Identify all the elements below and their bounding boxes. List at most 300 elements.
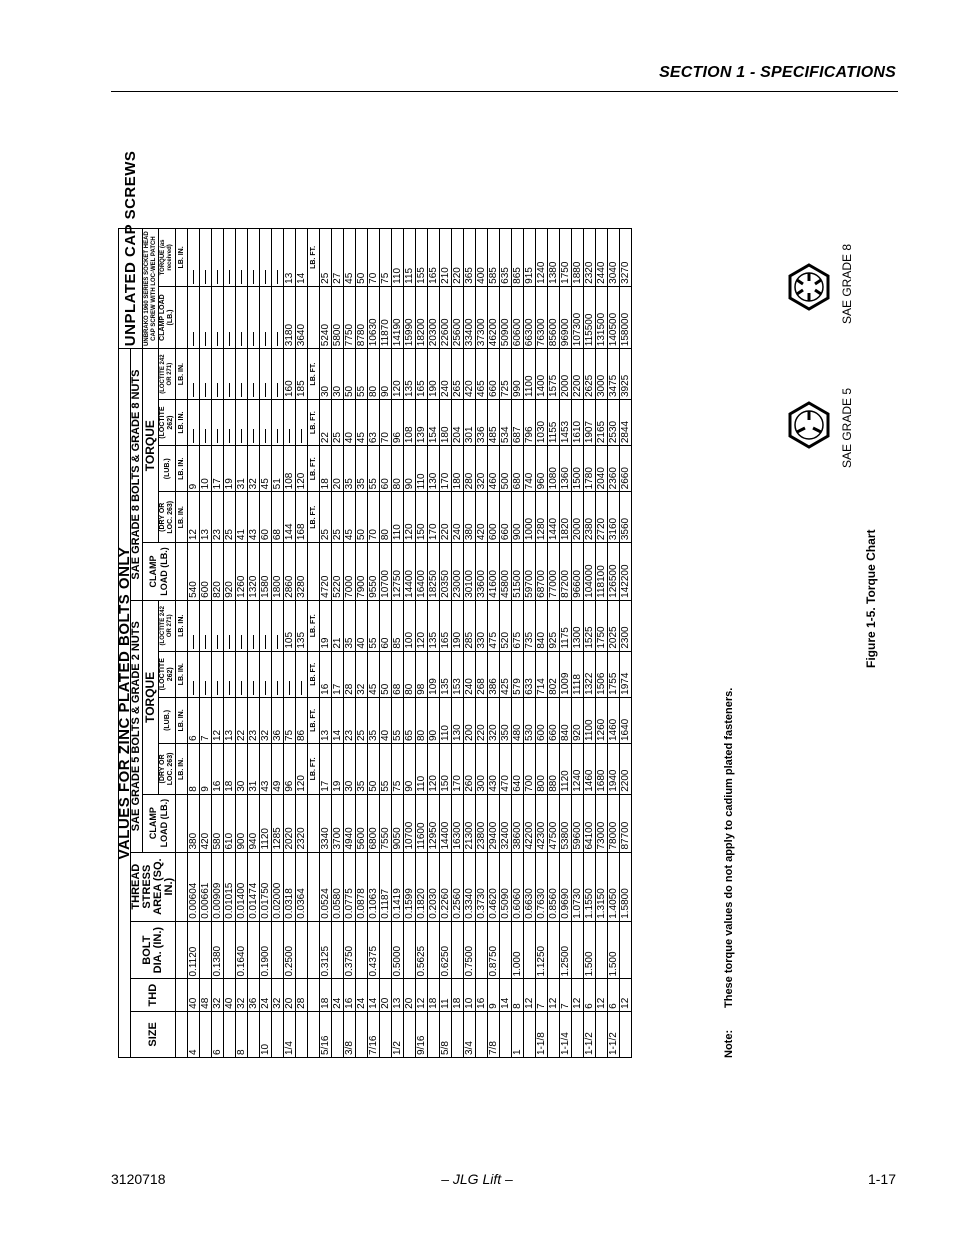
dash-mark <box>229 332 230 346</box>
dash-mark <box>217 270 218 284</box>
table-cell: 365 <box>464 229 476 287</box>
table-cell: 86 <box>296 697 308 743</box>
unit-blank <box>176 543 188 601</box>
table-cell: 2300 <box>620 600 632 651</box>
table-cell: 1.000 <box>512 921 524 979</box>
table-cell: 6800 <box>368 794 380 852</box>
sae-grade5-bolt-icon <box>786 402 832 448</box>
table-cell <box>188 600 200 651</box>
table-cell: 110 <box>440 697 452 743</box>
table-row <box>488 229 500 1058</box>
table-cell: 0.9690 <box>560 852 572 921</box>
table-cell: 85 <box>392 600 404 651</box>
unit-blank <box>308 794 320 852</box>
table-cell: 68700 <box>536 543 548 601</box>
table-cell: 900 <box>512 492 524 543</box>
table-cell: 45800 <box>500 543 512 601</box>
table-cell: 80 <box>380 492 392 543</box>
table-cell: 140500 <box>608 286 620 348</box>
table-cell: 59700 <box>524 543 536 601</box>
table-cell: 1 <box>512 1011 524 1057</box>
table-cell: 13 <box>284 229 296 287</box>
table-cell: 530 <box>524 697 536 743</box>
dash-mark <box>193 429 194 443</box>
table-cell: 240 <box>440 349 452 400</box>
table-row <box>332 229 344 1058</box>
table-cell: 10630 <box>368 286 380 348</box>
table-cell: 0.1640 <box>236 921 248 979</box>
table-cell <box>272 921 284 979</box>
table-cell <box>548 1011 560 1057</box>
table-cell: 3475 <box>608 349 620 400</box>
table-cell: 7750 <box>344 286 356 348</box>
unit-cell: LB. FT. <box>308 349 320 400</box>
table-cell: 47500 <box>548 794 560 852</box>
table-cell: 1460 <box>584 744 596 795</box>
table-cell: 60 <box>380 446 392 492</box>
unit-cell: LB. IN. <box>176 744 188 795</box>
col-thread-area: THREAD STRESS AREA (SQ. IN.) <box>131 852 176 921</box>
table-cell: 865 <box>512 229 524 287</box>
table-cell: 0.7500 <box>464 921 476 979</box>
table-cell <box>224 600 236 651</box>
table-cell: 108 <box>404 400 416 446</box>
table-cell: 1500 <box>572 446 584 492</box>
sae-grade8-label: SAE GRADE 8 <box>840 243 854 324</box>
dash-mark <box>241 429 242 443</box>
table-cell: 960 <box>536 446 548 492</box>
dash-mark <box>217 383 218 397</box>
table-cell: 9 <box>488 979 500 1011</box>
table-cell: 75 <box>380 229 392 287</box>
table-cell: 110 <box>392 492 404 543</box>
table-cell: 7 <box>200 697 212 743</box>
table-cell: 1780 <box>584 446 596 492</box>
table-row <box>260 229 272 1058</box>
table-row <box>572 229 584 1058</box>
table-cell: 420 <box>464 349 476 400</box>
table-cell <box>248 349 260 400</box>
table-cell: 190 <box>452 600 464 651</box>
table-cell: 17 <box>320 744 332 795</box>
table-cell: 5600 <box>356 794 368 852</box>
table-cell: 50 <box>344 349 356 400</box>
unit-cell: LB. FT. <box>308 651 320 697</box>
dash-mark <box>229 681 230 695</box>
table-cell: 8 <box>512 979 524 1011</box>
table-cell: 0.01015 <box>224 852 236 921</box>
table-row <box>452 229 464 1058</box>
table-cell: 12750 <box>392 543 404 601</box>
table-cell: 5/16 <box>320 1011 332 1057</box>
g5-lub: (LUB.) <box>159 697 176 743</box>
table-cell: 120 <box>296 446 308 492</box>
table-cell: 153 <box>452 651 464 697</box>
table-cell: 1100 <box>524 349 536 400</box>
table-cell <box>620 1011 632 1057</box>
dash-mark <box>241 383 242 397</box>
table-cell: 55 <box>392 697 404 743</box>
table-cell: 1680 <box>596 744 608 795</box>
unit-cell: LB. IN. <box>176 400 188 446</box>
rows-small <box>188 229 308 1058</box>
table-cell: 0.0580 <box>332 852 344 921</box>
table-cell <box>248 286 260 348</box>
dash-mark <box>277 635 278 649</box>
table-cell <box>224 651 236 697</box>
table-cell: 1280 <box>536 492 548 543</box>
table-cell: 0.3125 <box>320 921 332 979</box>
table-cell: 87200 <box>560 543 572 601</box>
table-row <box>476 229 488 1058</box>
table-cell: 1.0730 <box>572 852 584 921</box>
table-cell: 3280 <box>296 543 308 601</box>
unit-cell: LB. FT. <box>308 492 320 543</box>
table-cell: 55 <box>368 600 380 651</box>
g8-dry: (DRY OR LOC. 263) <box>159 492 176 543</box>
table-cell: 1175 <box>560 600 572 651</box>
unit-cell: LB. IN. <box>176 697 188 743</box>
table-cell: 1009 <box>560 651 572 697</box>
dash-mark <box>229 270 230 284</box>
dash-mark <box>205 270 206 284</box>
table-cell <box>476 1011 488 1057</box>
table-cell: 32 <box>212 979 224 1011</box>
table-cell: 1.5800 <box>620 852 632 921</box>
table-cell: 170 <box>428 492 440 543</box>
table-row <box>584 229 596 1058</box>
table-cell: 260 <box>464 744 476 795</box>
table-cell: 1322 <box>584 651 596 697</box>
table-cell: 1.500 <box>584 921 596 979</box>
table-cell <box>296 651 308 697</box>
table-cell <box>200 349 212 400</box>
dash-mark <box>277 270 278 284</box>
table-cell: 32 <box>260 697 272 743</box>
table-cell <box>572 1011 584 1057</box>
table-cell: 1/4 <box>284 1011 296 1057</box>
table-cell: 154 <box>428 400 440 446</box>
table-cell <box>200 286 212 348</box>
table-cell: 220 <box>440 492 452 543</box>
table-row <box>440 229 452 1058</box>
table-cell: 204 <box>452 400 464 446</box>
table-cell: 22 <box>320 400 332 446</box>
table-cell: 12 <box>416 979 428 1011</box>
table-cell: 1580 <box>260 543 272 601</box>
table-cell: 50 <box>368 744 380 795</box>
table-cell: 268 <box>476 651 488 697</box>
table-cell: 40 <box>224 979 236 1011</box>
table-cell: 240 <box>464 651 476 697</box>
table-cell: 1300 <box>572 600 584 651</box>
table-cell: 51500 <box>512 543 524 601</box>
table-cell: 32 <box>272 979 284 1011</box>
table-cell: 4940 <box>344 794 356 852</box>
table-cell: 60 <box>380 600 392 651</box>
table-cell: 1030 <box>536 400 548 446</box>
table-cell: 534 <box>500 400 512 446</box>
table-cell: 1260 <box>596 697 608 743</box>
unit-cell: LB. IN. <box>176 651 188 697</box>
table-cell: 32 <box>356 651 368 697</box>
table-cell: 120 <box>296 744 308 795</box>
table-row <box>548 229 560 1058</box>
table-cell: 420 <box>476 492 488 543</box>
col-size: SIZE <box>131 1011 176 1057</box>
table-cell: 7/16 <box>368 1011 380 1057</box>
table-cell <box>248 1011 260 1057</box>
table-cell: 0.3730 <box>476 852 488 921</box>
table-cell: 18 <box>452 979 464 1011</box>
table-cell: 680 <box>512 446 524 492</box>
table-cell: 301 <box>464 400 476 446</box>
table-cell: 50 <box>380 651 392 697</box>
unit-cell: LB. IN. <box>176 600 188 651</box>
table-cell: 1260 <box>236 543 248 601</box>
table-cell: 920 <box>224 543 236 601</box>
table-cell <box>500 921 512 979</box>
table-cell: 210 <box>440 229 452 287</box>
table-cell: 285 <box>464 600 476 651</box>
table-cell: 1.3150 <box>596 852 608 921</box>
table-cell: 90 <box>404 744 416 795</box>
table-cell: 45 <box>368 651 380 697</box>
table-cell: 23 <box>212 492 224 543</box>
unit-cell: LB. FT. <box>308 600 320 651</box>
table-cell: 45 <box>344 492 356 543</box>
table-cell: 2200 <box>620 744 632 795</box>
unit-cell: LB. IN. <box>176 229 188 287</box>
dash-mark <box>205 681 206 695</box>
table-cell: 64100 <box>584 794 596 852</box>
table-cell <box>260 600 272 651</box>
table-cell: 880 <box>548 744 560 795</box>
table-cell: 1240 <box>536 229 548 287</box>
table-cell: 8 <box>236 1011 248 1057</box>
table-cell: 10 <box>260 1011 272 1057</box>
table-cell: 40 <box>356 600 368 651</box>
table-cell: 60600 <box>512 286 524 348</box>
table-cell <box>224 349 236 400</box>
table-cell <box>236 229 248 287</box>
table-cell: 12 <box>212 697 224 743</box>
table-cell: 1-1/4 <box>560 1011 572 1057</box>
table-cell: 3180 <box>284 286 296 348</box>
table-cell: 20300 <box>428 286 440 348</box>
table-cell: 50 <box>356 229 368 287</box>
table-cell: 42200 <box>524 794 536 852</box>
table-cell: 12 <box>620 979 632 1011</box>
table-cell: 41600 <box>488 543 500 601</box>
table-cell <box>236 651 248 697</box>
table-cell <box>236 600 248 651</box>
table-cell: 3700 <box>332 794 344 852</box>
table-cell: 165 <box>440 600 452 651</box>
table-cell: 430 <box>488 744 500 795</box>
table-cell: 142200 <box>620 543 632 601</box>
table-cell: 40 <box>188 979 200 1011</box>
table-cell <box>332 1011 344 1057</box>
table-cell: 1.1550 <box>584 852 596 921</box>
table-cell: 2320 <box>296 794 308 852</box>
header-rule <box>111 91 898 92</box>
table-cell: 1.500 <box>608 921 620 979</box>
table-cell: 130 <box>428 446 440 492</box>
table-cell <box>212 349 224 400</box>
table-cell: 7 <box>536 979 548 1011</box>
table-cell: 14 <box>296 229 308 287</box>
unit-cell: LB. FT. <box>308 744 320 795</box>
table-cell: 42300 <box>536 794 548 852</box>
table-cell: 3640 <box>296 286 308 348</box>
table-cell <box>572 921 584 979</box>
table-cell: 104000 <box>584 543 596 601</box>
table-cell: 540 <box>188 543 200 601</box>
table-cell: 12 <box>572 979 584 1011</box>
table-cell: 1360 <box>560 446 572 492</box>
table-cell: 29400 <box>488 794 500 852</box>
table-cell: 1320 <box>248 543 260 601</box>
table-cell: 1820 <box>560 492 572 543</box>
table-cell <box>200 921 212 979</box>
dash-mark <box>265 270 266 284</box>
table-cell: 55 <box>356 349 368 400</box>
table-cell: 1575 <box>548 349 560 400</box>
table-row <box>380 229 392 1058</box>
table-cell: 0.1820 <box>416 852 428 921</box>
table-cell: 35 <box>356 446 368 492</box>
table-cell: 0.01400 <box>236 852 248 921</box>
table-cell: 120 <box>392 349 404 400</box>
table-cell: 110 <box>392 229 404 287</box>
dash-mark <box>301 429 302 443</box>
table-cell: 130 <box>452 697 464 743</box>
dash-mark <box>253 270 254 284</box>
table-cell: 100 <box>404 600 416 651</box>
table-cell: 20 <box>404 979 416 1011</box>
chart-title: VALUES FOR ZINC PLATED BOLTS ONLY <box>119 349 131 1058</box>
table-cell: 185 <box>296 349 308 400</box>
table-cell: 687 <box>512 400 524 446</box>
sae-grade8-bolt-icon <box>786 264 832 310</box>
table-cell: 220 <box>476 697 488 743</box>
table-row <box>224 229 236 1058</box>
table-cell: 380 <box>464 492 476 543</box>
table-cell <box>260 286 272 348</box>
table-cell: 1907 <box>584 400 596 446</box>
table-cell: 13 <box>224 697 236 743</box>
table-cell: 600 <box>488 492 500 543</box>
dash-mark <box>229 635 230 649</box>
table-cell: 470 <box>500 744 512 795</box>
table-cell: 24 <box>260 979 272 1011</box>
table-cell: 2165 <box>596 400 608 446</box>
table-cell: 1-1/2 <box>608 1011 620 1057</box>
table-cell: 12 <box>188 492 200 543</box>
table-cell: 180 <box>440 400 452 446</box>
dash-mark <box>277 681 278 695</box>
table-cell: 53800 <box>560 794 572 852</box>
table-cell: 16 <box>476 979 488 1011</box>
table-cell: 155 <box>416 229 428 287</box>
table-cell: 1-1/8 <box>536 1011 548 1057</box>
table-cell: 12 <box>596 979 608 1011</box>
table-cell: 14190 <box>392 286 404 348</box>
table-cell <box>452 921 464 979</box>
table-cell <box>200 651 212 697</box>
table-cell <box>452 1011 464 1057</box>
dash-mark <box>193 270 194 284</box>
table-cell: 220 <box>452 229 464 287</box>
table-cell: 0.3340 <box>464 852 476 921</box>
table-cell: 350 <box>500 697 512 743</box>
table-cell: 77000 <box>548 543 560 601</box>
dash-mark <box>253 681 254 695</box>
unit-blank <box>308 543 320 601</box>
unit-blank <box>176 979 188 1011</box>
table-cell: 0.8750 <box>488 921 500 979</box>
table-cell: 38600 <box>512 794 524 852</box>
table-cell: 10700 <box>380 543 392 601</box>
table-cell: 11600 <box>416 794 428 852</box>
table-cell: 36 <box>272 697 284 743</box>
table-cell: 740 <box>524 446 536 492</box>
table-cell: 23000 <box>452 543 464 601</box>
table-cell: 70 <box>380 400 392 446</box>
table-row <box>392 229 404 1058</box>
dash-mark <box>301 681 302 695</box>
table-cell: 2320 <box>584 229 596 287</box>
table-cell: 0.0318 <box>284 852 296 921</box>
table-cell <box>332 921 344 979</box>
table-row <box>344 229 356 1058</box>
table-cell <box>284 651 296 697</box>
unit-blank <box>176 286 188 348</box>
table-cell: 32 <box>236 979 248 1011</box>
dash-mark <box>277 429 278 443</box>
table-cell: 23800 <box>476 794 488 852</box>
table-row <box>188 229 200 1058</box>
table-cell: 0.5000 <box>392 921 404 979</box>
table-cell: 16300 <box>452 794 464 852</box>
table-cell <box>212 286 224 348</box>
table-cell: 75 <box>392 744 404 795</box>
table-cell: 80 <box>368 349 380 400</box>
table-cell: 8780 <box>356 286 368 348</box>
table-cell: 37300 <box>476 286 488 348</box>
dash-mark <box>241 270 242 284</box>
table-cell: 0.1900 <box>260 921 272 979</box>
table-cell: 400 <box>476 229 488 287</box>
table-cell: 5800 <box>332 286 344 348</box>
table-cell: 17 <box>332 651 344 697</box>
table-cell: 915 <box>524 229 536 287</box>
unit-cell: LB. IN. <box>176 492 188 543</box>
unit-blank <box>308 921 320 979</box>
table-cell: 3160 <box>608 492 620 543</box>
table-cell: 160 <box>284 349 296 400</box>
dash-mark <box>277 332 278 346</box>
unit-blank <box>176 1011 188 1057</box>
table-cell: 336 <box>476 400 488 446</box>
table-cell: 150 <box>440 744 452 795</box>
table-row <box>536 229 548 1058</box>
table-row <box>356 229 368 1058</box>
table-cell: 43 <box>248 492 260 543</box>
page-number: 1-17 <box>867 1171 896 1187</box>
table-cell: 73000 <box>596 794 608 852</box>
